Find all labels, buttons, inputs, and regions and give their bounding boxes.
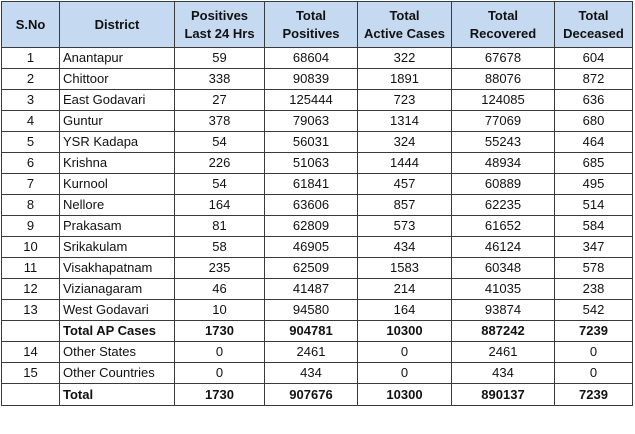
cell-district: Prakasam <box>60 216 175 237</box>
cell-district: Visakhapatnam <box>60 258 175 279</box>
table-row <box>2 342 633 363</box>
cell-district: Anantapur <box>60 48 175 69</box>
header-sno-label: S.No <box>15 16 46 32</box>
cell-recovered: 88076 <box>452 69 555 90</box>
table-row <box>2 69 633 90</box>
cell-recovered: 67678 <box>452 48 555 69</box>
cell-total-positives: 2461 <box>265 342 358 363</box>
cell-sno: 3 <box>2 90 60 111</box>
cell-recovered: 93874 <box>452 300 555 321</box>
cell-district: Other States <box>60 342 175 363</box>
cell-deceased: 495 <box>555 174 633 195</box>
total-ap-cases-row <box>2 321 633 342</box>
cell-district: Guntur <box>60 111 175 132</box>
cell-sno: 9 <box>2 216 60 237</box>
cell-active-cases: 164 <box>358 300 452 321</box>
cell-total-positives: 94580 <box>265 300 358 321</box>
header-deceased-line1: Total <box>578 7 609 23</box>
header-sno <box>2 2 60 48</box>
table-row <box>2 279 633 300</box>
cell-district: Other Countries <box>60 363 175 384</box>
cell-active-cases: 723 <box>358 90 452 111</box>
cell-district: Kurnool <box>60 174 175 195</box>
cell-recovered: 887242 <box>452 321 555 342</box>
cell-sno: 8 <box>2 195 60 216</box>
cell-recovered: 48934 <box>452 153 555 174</box>
cell-deceased: 604 <box>555 48 633 69</box>
cell-recovered: 62235 <box>452 195 555 216</box>
table-row <box>2 258 633 279</box>
cell-deceased: 514 <box>555 195 633 216</box>
cell-total-positives: 46905 <box>265 237 358 258</box>
header-active-cases-line2: Active Cases <box>364 25 445 41</box>
cell-total-positives: 90839 <box>265 69 358 90</box>
cell-total-positives: 56031 <box>265 132 358 153</box>
cell-recovered: 55243 <box>452 132 555 153</box>
grand-total-row <box>2 384 633 406</box>
cell-total-positives: 41487 <box>265 279 358 300</box>
cell-deceased: 0 <box>555 342 633 363</box>
cell-positives-24h: 46 <box>175 279 265 300</box>
cell-sno: 2 <box>2 69 60 90</box>
cell-positives-24h: 0 <box>175 342 265 363</box>
cell-recovered: 77069 <box>452 111 555 132</box>
cell-active-cases: 214 <box>358 279 452 300</box>
cell-deceased: 542 <box>555 300 633 321</box>
cell-positives-24h: 164 <box>175 195 265 216</box>
cell-deceased: 0 <box>555 363 633 384</box>
header-district-label: District <box>94 16 140 32</box>
cell-deceased: 578 <box>555 258 633 279</box>
cell-active-cases: 457 <box>358 174 452 195</box>
header-positives-24h-line1: Positives <box>190 7 249 23</box>
cell-total-positives: 68604 <box>265 48 358 69</box>
table-row <box>2 216 633 237</box>
cell-positives-24h: 235 <box>175 258 265 279</box>
cell-total-positives: 62809 <box>265 216 358 237</box>
table-row <box>2 48 633 69</box>
cell-total-positives: 61841 <box>265 174 358 195</box>
header-active-cases <box>358 2 452 48</box>
cell-deceased: 685 <box>555 153 633 174</box>
cell-recovered: 41035 <box>452 279 555 300</box>
cell-sno: 5 <box>2 132 60 153</box>
cell-deceased: 872 <box>555 69 633 90</box>
header-positives-24h-line2: Last 24 Hrs <box>184 25 255 41</box>
cell-active-cases: 1583 <box>358 258 452 279</box>
cell-deceased: 680 <box>555 111 633 132</box>
cell-recovered: 434 <box>452 363 555 384</box>
cell-recovered: 61652 <box>452 216 555 237</box>
table-row <box>2 111 633 132</box>
cell-district: Nellore <box>60 195 175 216</box>
cell-sno: 13 <box>2 300 60 321</box>
cell-positives-24h: 10 <box>175 300 265 321</box>
cell-positives-24h: 0 <box>175 363 265 384</box>
table-row <box>2 174 633 195</box>
cell-district: Srikakulam <box>60 237 175 258</box>
cell-active-cases: 0 <box>358 342 452 363</box>
cell-positives-24h: 226 <box>175 153 265 174</box>
cell-total-positives: 51063 <box>265 153 358 174</box>
cell-recovered: 60348 <box>452 258 555 279</box>
cell-deceased: 636 <box>555 90 633 111</box>
cell-active-cases: 573 <box>358 216 452 237</box>
header-district <box>60 2 175 48</box>
cell-total-positives: 904781 <box>265 321 358 342</box>
cell-district: YSR Kadapa <box>60 132 175 153</box>
covid-district-table <box>1 1 633 406</box>
cell-deceased: 584 <box>555 216 633 237</box>
cell-deceased: 347 <box>555 237 633 258</box>
cell-positives-24h: 58 <box>175 237 265 258</box>
cell-positives-24h: 378 <box>175 111 265 132</box>
cell-total-positives: 63606 <box>265 195 358 216</box>
cell-recovered: 60889 <box>452 174 555 195</box>
cell-sno <box>2 384 60 406</box>
cell-active-cases: 0 <box>358 363 452 384</box>
cell-district: Krishna <box>60 153 175 174</box>
table-row <box>2 153 633 174</box>
cell-recovered: 890137 <box>452 384 555 406</box>
cell-sno: 15 <box>2 363 60 384</box>
cell-sno: 4 <box>2 111 60 132</box>
cell-positives-24h: 54 <box>175 132 265 153</box>
cell-district: West Godavari <box>60 300 175 321</box>
cell-district: Chittoor <box>60 69 175 90</box>
cell-deceased: 464 <box>555 132 633 153</box>
header-total-positives <box>265 2 358 48</box>
cell-positives-24h: 338 <box>175 69 265 90</box>
cell-recovered: 2461 <box>452 342 555 363</box>
table-row <box>2 300 633 321</box>
cell-positives-24h: 1730 <box>175 321 265 342</box>
cell-sno: 14 <box>2 342 60 363</box>
header-recovered-line1: Total <box>487 7 519 23</box>
cell-total-positives: 907676 <box>265 384 358 406</box>
table-row <box>2 90 633 111</box>
cell-active-cases: 10300 <box>358 321 452 342</box>
cell-total-positives: 79063 <box>265 111 358 132</box>
header-row <box>2 2 633 48</box>
cell-sno: 6 <box>2 153 60 174</box>
cell-sno: 12 <box>2 279 60 300</box>
cell-total-positives: 434 <box>265 363 358 384</box>
header-recovered <box>452 2 555 48</box>
cell-positives-24h: 1730 <box>175 384 265 406</box>
cell-active-cases: 322 <box>358 48 452 69</box>
header-active-cases-line1: Total <box>389 7 420 23</box>
cell-deceased: 7239 <box>555 384 633 406</box>
cell-total-positives: 62509 <box>265 258 358 279</box>
cell-sno: 7 <box>2 174 60 195</box>
table-row <box>2 237 633 258</box>
cell-sno <box>2 321 60 342</box>
cell-active-cases: 434 <box>358 237 452 258</box>
cell-district: Total AP Cases <box>60 321 175 342</box>
header-total-positives-line2: Positives <box>282 25 340 41</box>
header-deceased <box>555 2 633 48</box>
header-recovered-line2: Recovered <box>469 25 537 41</box>
table-body <box>2 48 633 406</box>
cell-active-cases: 1314 <box>358 111 452 132</box>
header-total-positives-line1: Total <box>295 7 327 23</box>
cell-positives-24h: 27 <box>175 90 265 111</box>
cell-recovered: 46124 <box>452 237 555 258</box>
cell-district: Total <box>60 384 175 406</box>
covid-district-table-container <box>1 1 633 406</box>
header-deceased-line2: Deceased <box>563 25 624 41</box>
cell-active-cases: 324 <box>358 132 452 153</box>
cell-positives-24h: 54 <box>175 174 265 195</box>
cell-deceased: 7239 <box>555 321 633 342</box>
cell-positives-24h: 59 <box>175 48 265 69</box>
cell-district: East Godavari <box>60 90 175 111</box>
table-row <box>2 132 633 153</box>
cell-district: Vizianagaram <box>60 279 175 300</box>
cell-sno: 1 <box>2 48 60 69</box>
cell-total-positives: 125444 <box>265 90 358 111</box>
cell-positives-24h: 81 <box>175 216 265 237</box>
cell-active-cases: 10300 <box>358 384 452 406</box>
cell-active-cases: 857 <box>358 195 452 216</box>
cell-sno: 10 <box>2 237 60 258</box>
cell-active-cases: 1444 <box>358 153 452 174</box>
cell-active-cases: 1891 <box>358 69 452 90</box>
table-row <box>2 195 633 216</box>
header-positives-24h <box>175 2 265 48</box>
cell-deceased: 238 <box>555 279 633 300</box>
table-row <box>2 363 633 384</box>
cell-sno: 11 <box>2 258 60 279</box>
cell-recovered: 124085 <box>452 90 555 111</box>
